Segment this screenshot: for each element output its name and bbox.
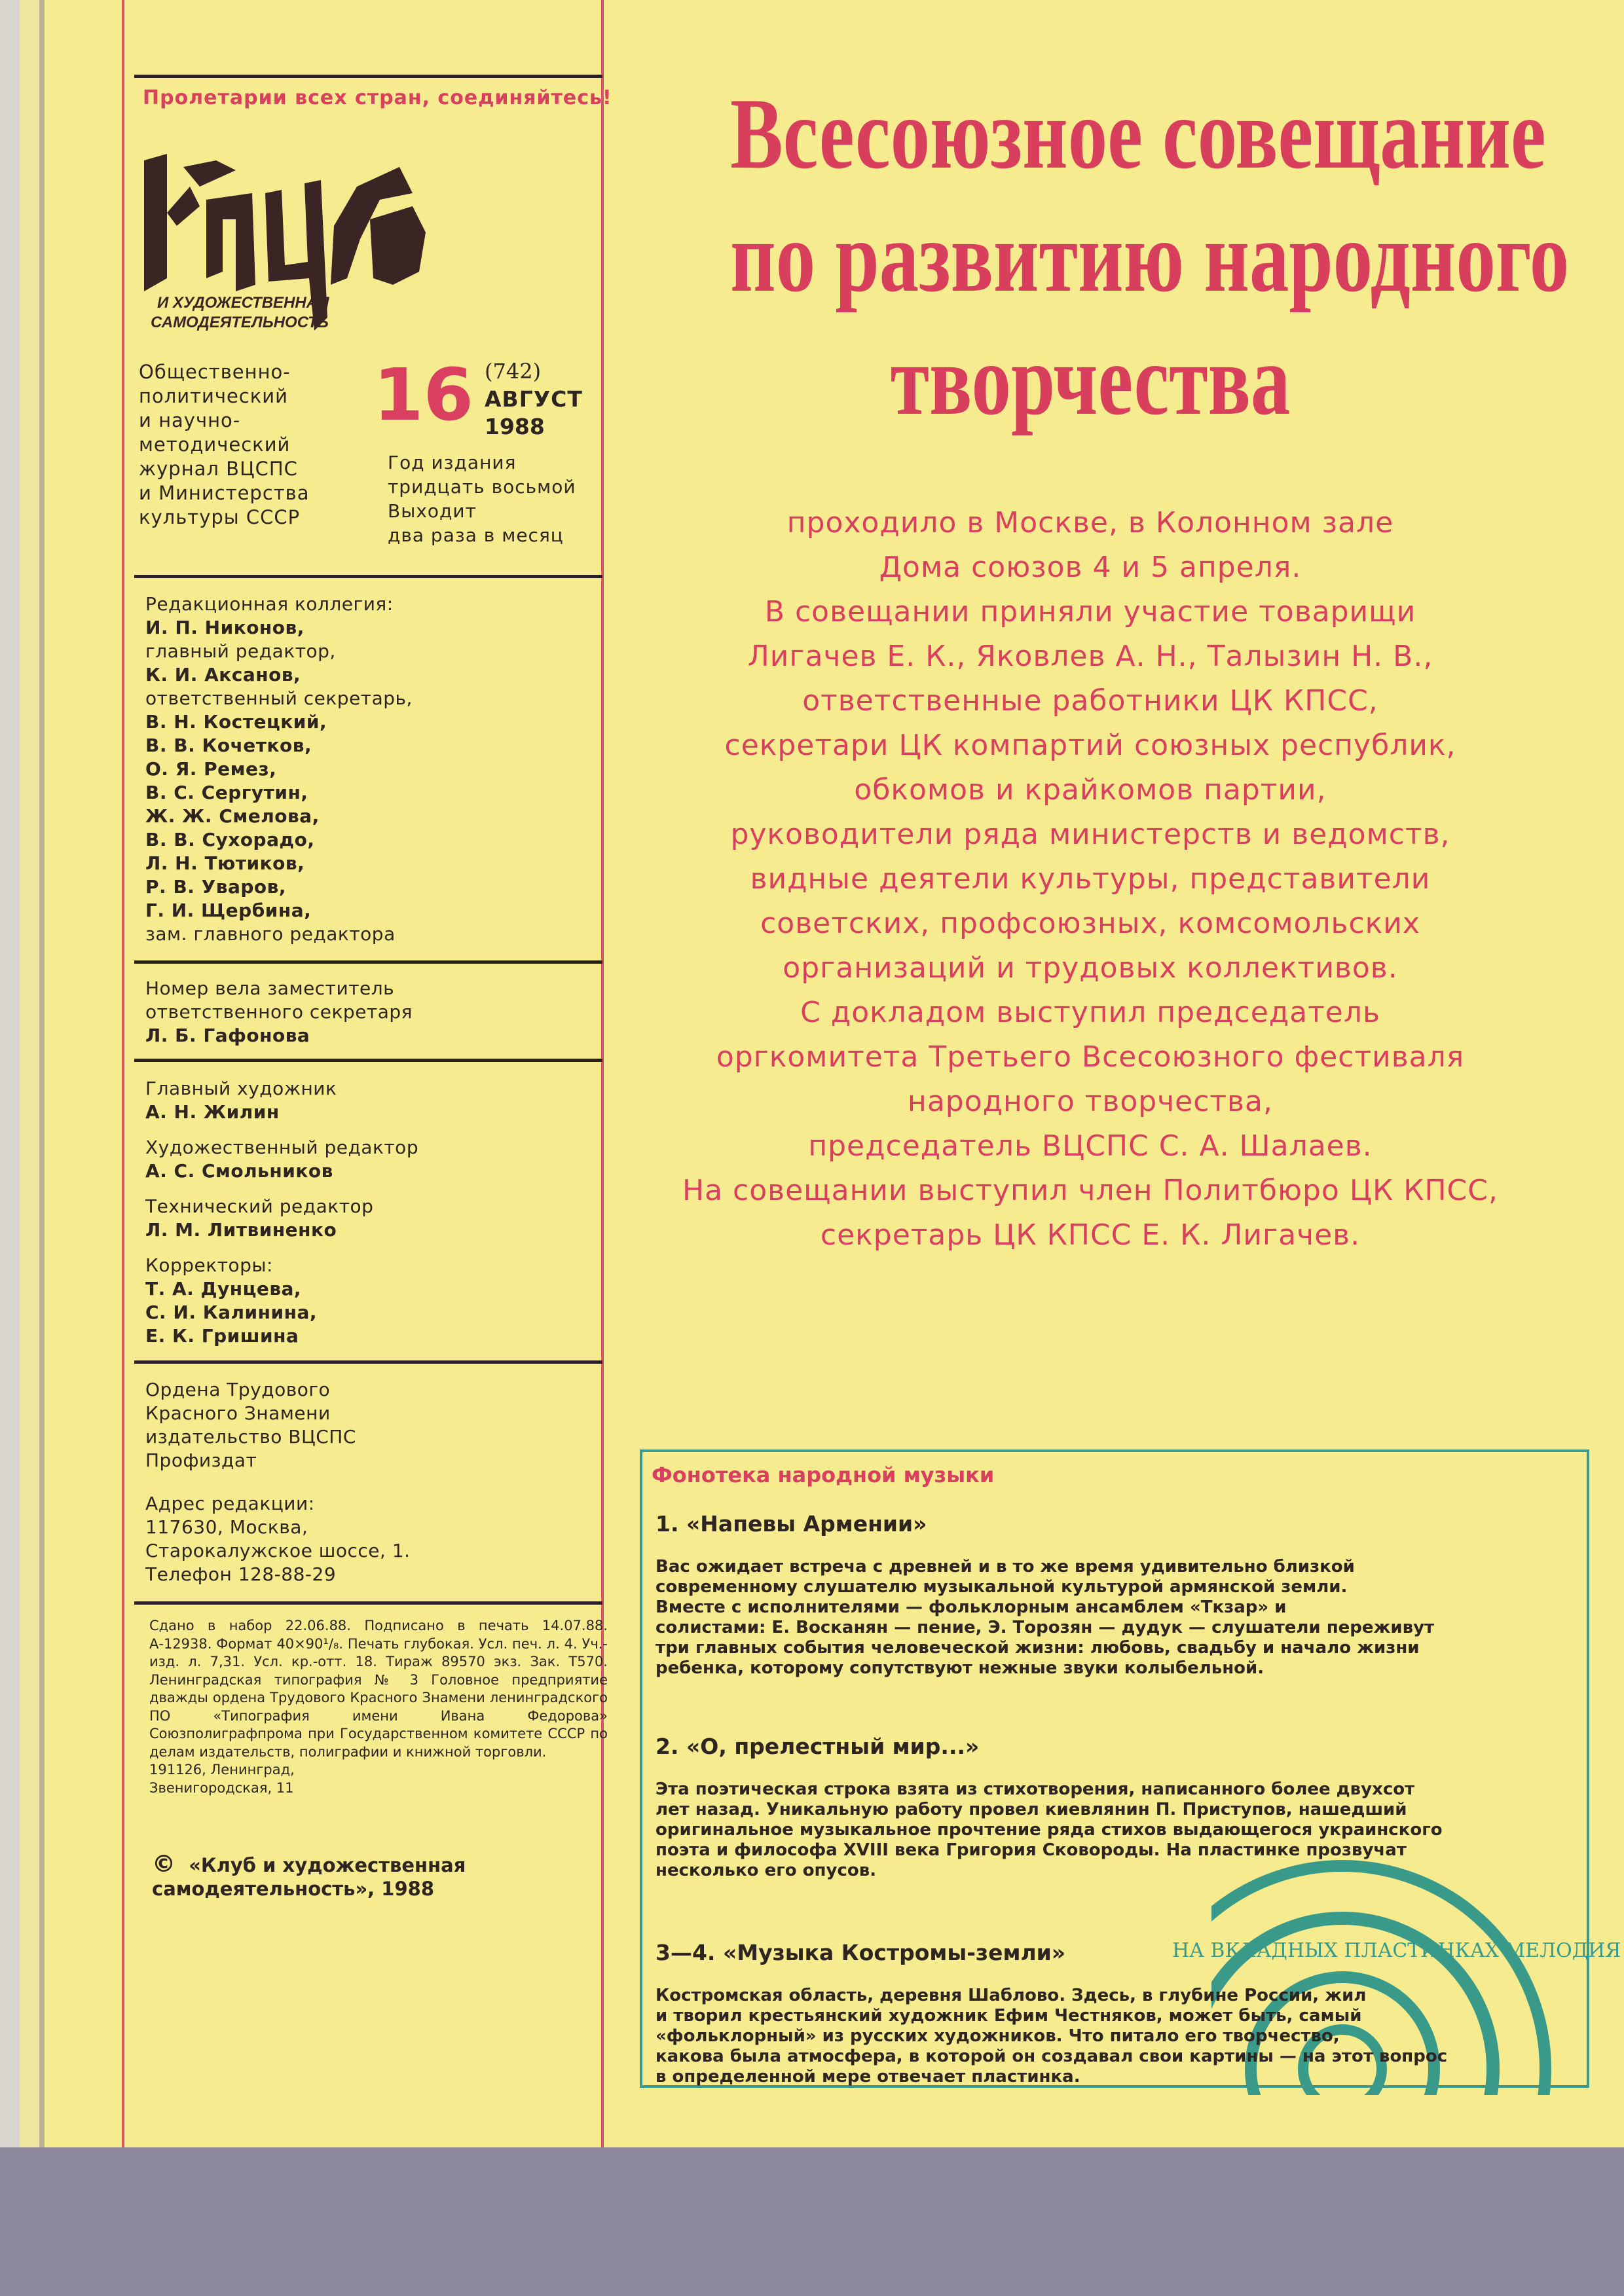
address-line: Старокалужское шоссе, 1. [145, 1540, 411, 1561]
editorial-line: В. С. Сергутин, [145, 782, 308, 803]
text-line: современному слушателю музыкальной культурой армянской земли. [655, 1577, 1348, 1597]
editorial-line: Р. В. Уваров, [145, 876, 286, 898]
logo-subtitle: САМОДЕЯТЕЛЬНОСТЬ [151, 314, 329, 331]
text-line: несколько его опусов. [655, 1861, 877, 1880]
headline-line: по развитию народного [730, 200, 1570, 313]
imprint-address: Звенигородская, 11 [149, 1779, 294, 1796]
journal-description [139, 360, 310, 530]
divider [134, 1360, 602, 1364]
issue-info [388, 450, 576, 547]
lead-line: В совещании приняли участие товарищи [764, 595, 1416, 629]
desc-line: культуры СССР [139, 506, 301, 528]
editorial-line: зам. главного редактора [145, 923, 396, 945]
emblem-text: НА ВКЛАДНЫХ [1172, 1939, 1338, 1962]
issue-number: 16 [373, 353, 474, 437]
phonoteka-box [640, 1449, 1589, 2088]
desc-line: политический [139, 385, 288, 407]
info-line: тридцать восьмой [388, 476, 576, 498]
klub-logo [138, 147, 478, 337]
desc-line: и научно- [139, 409, 241, 431]
phonoteka-item-text [655, 1557, 1434, 1679]
slogan: Пролетарии всех стран, соединяйтесь! [143, 86, 612, 109]
lead-line: председатель ВЦСПС С. А. Шалаев. [808, 1129, 1373, 1163]
publisher-line: Ордена Трудового [145, 1379, 331, 1400]
lead-line: народного творчества, [908, 1085, 1273, 1118]
staff-name: А. С. Смольников [145, 1160, 333, 1182]
lead-line: руководители ряда министерств и ведомств, [730, 818, 1450, 851]
text-line: Костромская область, деревня Шаблово. Здесь, в глубине России, жил [655, 1986, 1367, 2005]
column-rule-left [122, 0, 124, 2147]
text-line: Вместе с исполнителями — фольклорным ансамблем «Ткзар» и [655, 1597, 1287, 1617]
phonoteka-item-heading: 3—4. «Музыка Костромы-земли» [655, 1940, 1066, 1965]
editorial-line: В. В. Кочетков, [145, 735, 312, 756]
editorial-line: Л. Н. Тютиков, [145, 852, 305, 874]
text-line: «фольклорный» из русских художников. Что питало его творчество, [655, 2026, 1340, 2046]
text-line: в определенной мере отвечает пластинка. [655, 2067, 1080, 2086]
lead-line: На совещании выступил член Политбюро ЦК КПСС, [682, 1174, 1498, 1207]
lead-line: ответственные работники ЦК КПСС, [802, 684, 1378, 718]
lead-line: секретари ЦК компартий союзных республик, [724, 729, 1456, 762]
info-line: Год издания [388, 452, 517, 473]
deputy-info [145, 977, 413, 1048]
staff-name: Т. А. Дунцева, [145, 1278, 302, 1300]
text-line: Эта поэтическая строка взята из стихотворения, написанного более двухсот [655, 1779, 1415, 1799]
copyright-icon: © [152, 1851, 175, 1878]
desc-line: журнал ВЦСПС [139, 458, 298, 480]
copyright-line: самодеятельность», 1988 [152, 1878, 435, 1900]
lead-line: советских, профсоюзных, комсомольских [760, 907, 1420, 940]
page-edge [0, 0, 20, 2147]
publisher [145, 1378, 411, 1586]
lead-line: секретарь ЦК КПСС Е. К. Лигачев. [820, 1218, 1361, 1252]
editorial-line: И. П. Никонов, [145, 617, 304, 638]
staff-role: Корректоры: [145, 1254, 273, 1276]
desc-line: Общественно- [139, 361, 291, 383]
deputy-name: Л. Б. Гафонова [145, 1025, 310, 1046]
staff-name: А. Н. Жилин [145, 1101, 280, 1123]
staff-role: Главный художник [145, 1078, 337, 1099]
divider [134, 75, 602, 78]
copyright [152, 1853, 466, 1901]
imprint [149, 1617, 608, 1797]
editorial-line: К. И. Аксанов, [145, 664, 301, 685]
issue-serial: (742) [485, 359, 542, 384]
lead-text [629, 501, 1552, 1258]
lead-line: организаций и трудовых коллективов. [783, 951, 1398, 985]
editorial-line: В. В. Сухорадо, [145, 829, 315, 850]
divider [134, 575, 602, 578]
lead-line: Лигачев Е. К., Яковлев А. Н., Талызин Н. В., [747, 640, 1433, 673]
imprint-text: Сдано в набор 22.06.88. Подписано в печать 14.07.88. А-12938. Формат 40×90¹/₈. Печать глубокая. Усл. печ. л. 4. Уч.-изд. л. 7,31. Усл. кр.-отт. 18. Тираж 89570 экз. Зак. Т570. Ленинградская типография № 3 Головное предприятие дважды ордена Трудового Красного Знамени ленинградского ПО «Типография имени Ивана Федорова» Союзполиграфпрома при Государственном комитете СССР по делам издательств, полиграфии и книжной торговли. [149, 1618, 608, 1760]
deputy-line: ответственного секретаря [145, 1001, 413, 1023]
text-line: поэта и философа XVIII века Григория Сковороды. На пластинке прозвучат [655, 1840, 1407, 1860]
editorial-heading: Редакционная коллегия: [145, 593, 394, 615]
editorial-line: Ж. Ж. Смелова, [145, 805, 320, 827]
address-line: Адрес редакции: [145, 1493, 315, 1514]
headline [629, 72, 1570, 441]
emblem-label [1172, 1939, 1621, 1963]
column-rule-right [601, 0, 604, 2147]
imprint-address: 191126, Ленинград, [149, 1762, 295, 1777]
emblem-text: МЕЛОДИЯ [1505, 1939, 1621, 1962]
phonoteka-title: Фонотека народной музыки [652, 1463, 995, 1487]
address-line: 117630, Москва, [145, 1516, 308, 1538]
emblem-text: ПЛАСТИНКАХ [1344, 1939, 1499, 1962]
editorial-line: О. Я. Ремез, [145, 758, 277, 780]
info-line: Выходит [388, 500, 477, 522]
logo-subtitle: И ХУДОЖЕСТВЕННАЯ [157, 294, 329, 312]
lead-line: проходило в Москве, в Колонном зале [786, 506, 1394, 539]
publisher-line: издательство ВЦСПС [145, 1426, 356, 1448]
editorial-line: Г. И. Щербина, [145, 900, 312, 921]
editorial-line: главный редактор, [145, 640, 336, 662]
text-line: лет назад. Уникальную работу провел киевлянин П. Приступов, нашедший [655, 1800, 1407, 1819]
editorial-line: В. Н. Костецкий, [145, 711, 327, 733]
editorial-line: ответственный секретарь, [145, 687, 413, 709]
phonoteka-item-heading: 1. «Напевы Армении» [655, 1511, 927, 1537]
info-line: два раза в месяц [388, 524, 564, 546]
staff-role: Художественный редактор [145, 1137, 419, 1158]
staff-name: Л. М. Литвиненко [145, 1219, 337, 1241]
desc-line: методический [139, 433, 291, 456]
publisher-line: Профиздат [145, 1449, 257, 1471]
staff-name: С. И. Калинина, [145, 1302, 318, 1323]
staff-list [145, 1077, 418, 1348]
staff-name: Е. К. Гришина [145, 1325, 299, 1347]
copyright-line: «Клуб и художественная [189, 1854, 466, 1876]
phonoteka-item-text [655, 1779, 1443, 1881]
text-line: Вас ожидает встреча с древней и в то же время удивительно близкой [655, 1557, 1355, 1576]
issue-month: АВГУСТ [485, 386, 583, 412]
text-line: солистами: Е. Восканян — пение, Э. Торозян — дудук — слушатели переживут [655, 1618, 1435, 1637]
divider [134, 1059, 602, 1062]
lead-line: С докладом выступил председатель [800, 996, 1380, 1029]
headline-line: Всесоюзное совещание [730, 77, 1546, 190]
phonoteka-item-heading: 2. «О, прелестный мир...» [655, 1734, 980, 1759]
text-line: и творил крестьянский художник Ефим Честняков, может быть, самый [655, 2006, 1362, 2026]
lead-line: оргкомитета Третьего Всесоюзного фестиваля [716, 1040, 1465, 1074]
address-line: Телефон 128-88-29 [145, 1563, 337, 1585]
lead-line: Дома союзов 4 и 5 апреля. [879, 551, 1302, 584]
deputy-line: Номер вела заместитель [145, 977, 395, 999]
page-edge [39, 0, 45, 2147]
text-line: оригинальное музыкальное прочтение ряда стихов выдающегося украинского [655, 1820, 1443, 1840]
divider [134, 960, 602, 964]
lead-line: обкомов и крайкомов партии, [854, 773, 1327, 807]
page-edge [20, 0, 39, 2147]
headline-line: творчества [890, 323, 1291, 436]
issue-year: 1988 [485, 414, 545, 439]
staff-role: Технический редактор [145, 1195, 374, 1217]
lead-line: видные деятели культуры, представители [750, 862, 1431, 896]
text-line: три главных события человеческой жизни: любовь, свадьбу и начало жизни [655, 1638, 1420, 1658]
text-line: ребенка, которому сопутствуют нежные звуки колыбельной. [655, 1658, 1264, 1678]
editorial-lines [145, 616, 413, 946]
desc-line: и Министерства [139, 482, 310, 504]
divider [134, 1601, 602, 1605]
text-line: какова была атмосфера, в которой он создавал свои картины — на этот вопрос [655, 2047, 1448, 2066]
phonoteka-item-text [655, 1986, 1447, 2087]
publisher-line: Красного Знамени [145, 1402, 331, 1424]
editorial-board [145, 592, 413, 946]
